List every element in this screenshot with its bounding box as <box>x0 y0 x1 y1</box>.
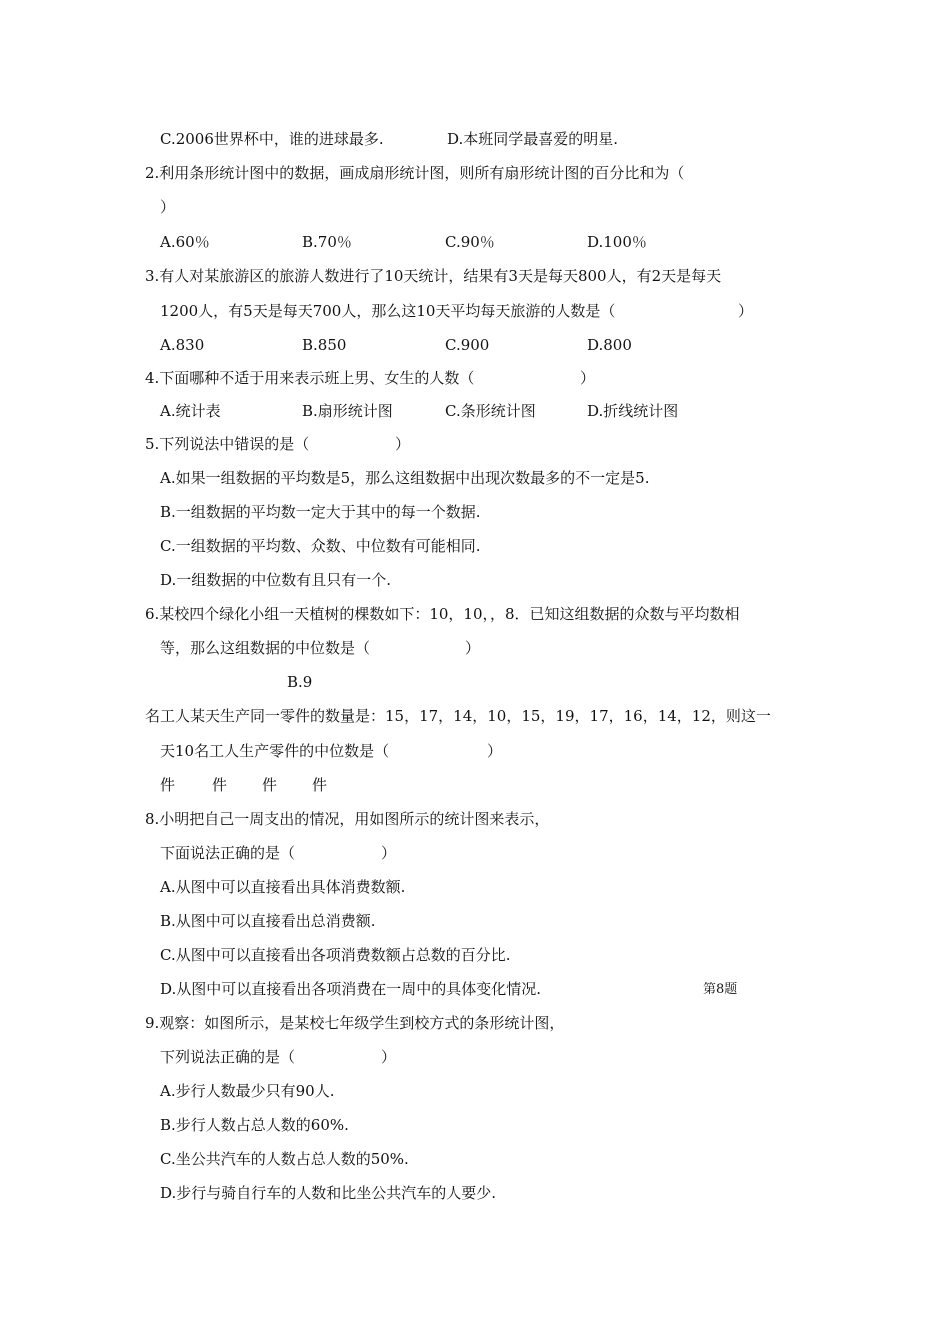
q7-stem: 名工人某天生产同一零件的数量是：15，17，14，10，15，19，17，16，14，12，则这一 <box>145 707 771 725</box>
q2-option-c: C.90％ <box>445 233 495 251</box>
q7-unit-a: 件 <box>160 776 176 794</box>
q9-option-d: D.步行与骑自行车的人数和比坐公共汽车的人要少. <box>160 1184 497 1202</box>
q2-option-d: D.100％ <box>587 233 647 251</box>
q9-stem: 9.观察：如图所示，是某校七年级学生到校方式的条形统计图， <box>145 1014 565 1032</box>
q4-option-b: B.扇形统计图 <box>302 402 393 420</box>
q5-option-c: C.一组数据的平均数、众数、中位数有可能相同. <box>160 537 481 555</box>
q8-stem-2: 下面说法正确的是（ <box>160 844 296 862</box>
q6-stem: 6.某校四个绿化小组一天植树的棵数如下：10，10，，8．已知这组数据的众数与平均数相 <box>145 605 740 623</box>
q9-option-a: A.步行人数最少只有90人. <box>160 1082 335 1100</box>
q8-option-a: A.从图中可以直接看出具体消费数额. <box>160 878 406 896</box>
q3-option-d: D.800 <box>587 336 632 354</box>
q3-option-a: A.830 <box>160 336 205 354</box>
q3-stem-2: 1200人，有5天是每天700人，那么这10天平均每天旅游的人数是（ <box>160 302 616 320</box>
q4-close-paren: ） <box>580 369 596 387</box>
q6-stem-2: 等，那么这组数据的中位数是（ <box>160 639 371 657</box>
q2-close-paren: ） <box>160 198 176 216</box>
q5-option-b: B.一组数据的平均数一定大于其中的每一个数据. <box>160 503 481 521</box>
q1-option-c: C.2006世界杯中，谁的进球最多. <box>160 130 384 148</box>
q8-close-paren: ） <box>381 844 397 862</box>
q4-option-c: C.条形统计图 <box>445 402 536 420</box>
q9-option-b: B.步行人数占总人数的60%. <box>160 1116 349 1134</box>
q4-stem: 4.下面哪种不适于用来表示班上男、女生的人数（ <box>145 369 475 387</box>
q4-option-a: A.统计表 <box>160 402 221 420</box>
q6-option-b: B.9 <box>287 673 313 691</box>
q8-option-c: C.从图中可以直接看出各项消费数额占总数的百分比. <box>160 946 511 964</box>
q4-option-d: D.折线统计图 <box>587 402 679 420</box>
q3-stem: 3.有人对某旅游区的旅游人数进行了10天统计，结果有3天是每天800人，有2天是每天 <box>145 267 722 285</box>
q8-option-b: B.从图中可以直接看出总消费额. <box>160 912 376 930</box>
q3-close-paren: ） <box>738 302 754 320</box>
q2-option-b: B.70％ <box>302 233 352 251</box>
q5-stem: 5.下列说法中错误的是（ <box>145 435 310 453</box>
q3-option-b: B.850 <box>302 336 347 354</box>
q8-figure-caption: 第8题 <box>703 982 738 997</box>
q7-unit-d: 件 <box>312 776 328 794</box>
q7-close-paren: ） <box>487 742 503 760</box>
q2-stem: 2.利用条形统计图中的数据，画成扇形统计图，则所有扇形统计图的百分比和为（ <box>145 164 685 182</box>
q5-option-d: D.一组数据的中位数有且只有一个. <box>160 571 392 589</box>
q8-stem: 8.小明把自己一周支出的情况，用如图所示的统计图来表示， <box>145 810 550 828</box>
q3-option-c: C.900 <box>445 336 490 354</box>
q8-option-d: D.从图中可以直接看出各项消费在一周中的具体变化情况. <box>160 980 542 998</box>
q5-close-paren: ） <box>395 435 411 453</box>
q9-option-c: C.坐公共汽车的人数占总人数的50%. <box>160 1150 409 1168</box>
q7-unit-c: 件 <box>262 776 278 794</box>
q9-close-paren: ） <box>381 1048 397 1066</box>
q6-close-paren: ） <box>465 639 481 657</box>
q2-option-a: A.60％ <box>160 233 210 251</box>
q1-option-d: D.本班同学最喜爱的明星. <box>447 130 619 148</box>
q9-stem-2: 下列说法正确的是（ <box>160 1048 296 1066</box>
q5-option-a: A.如果一组数据的平均数是5，那么这组数据中出现次数最多的不一定是5. <box>160 469 650 487</box>
q7-stem-2: 天10名工人生产零件的中位数是（ <box>160 742 390 760</box>
q7-unit-b: 件 <box>212 776 228 794</box>
